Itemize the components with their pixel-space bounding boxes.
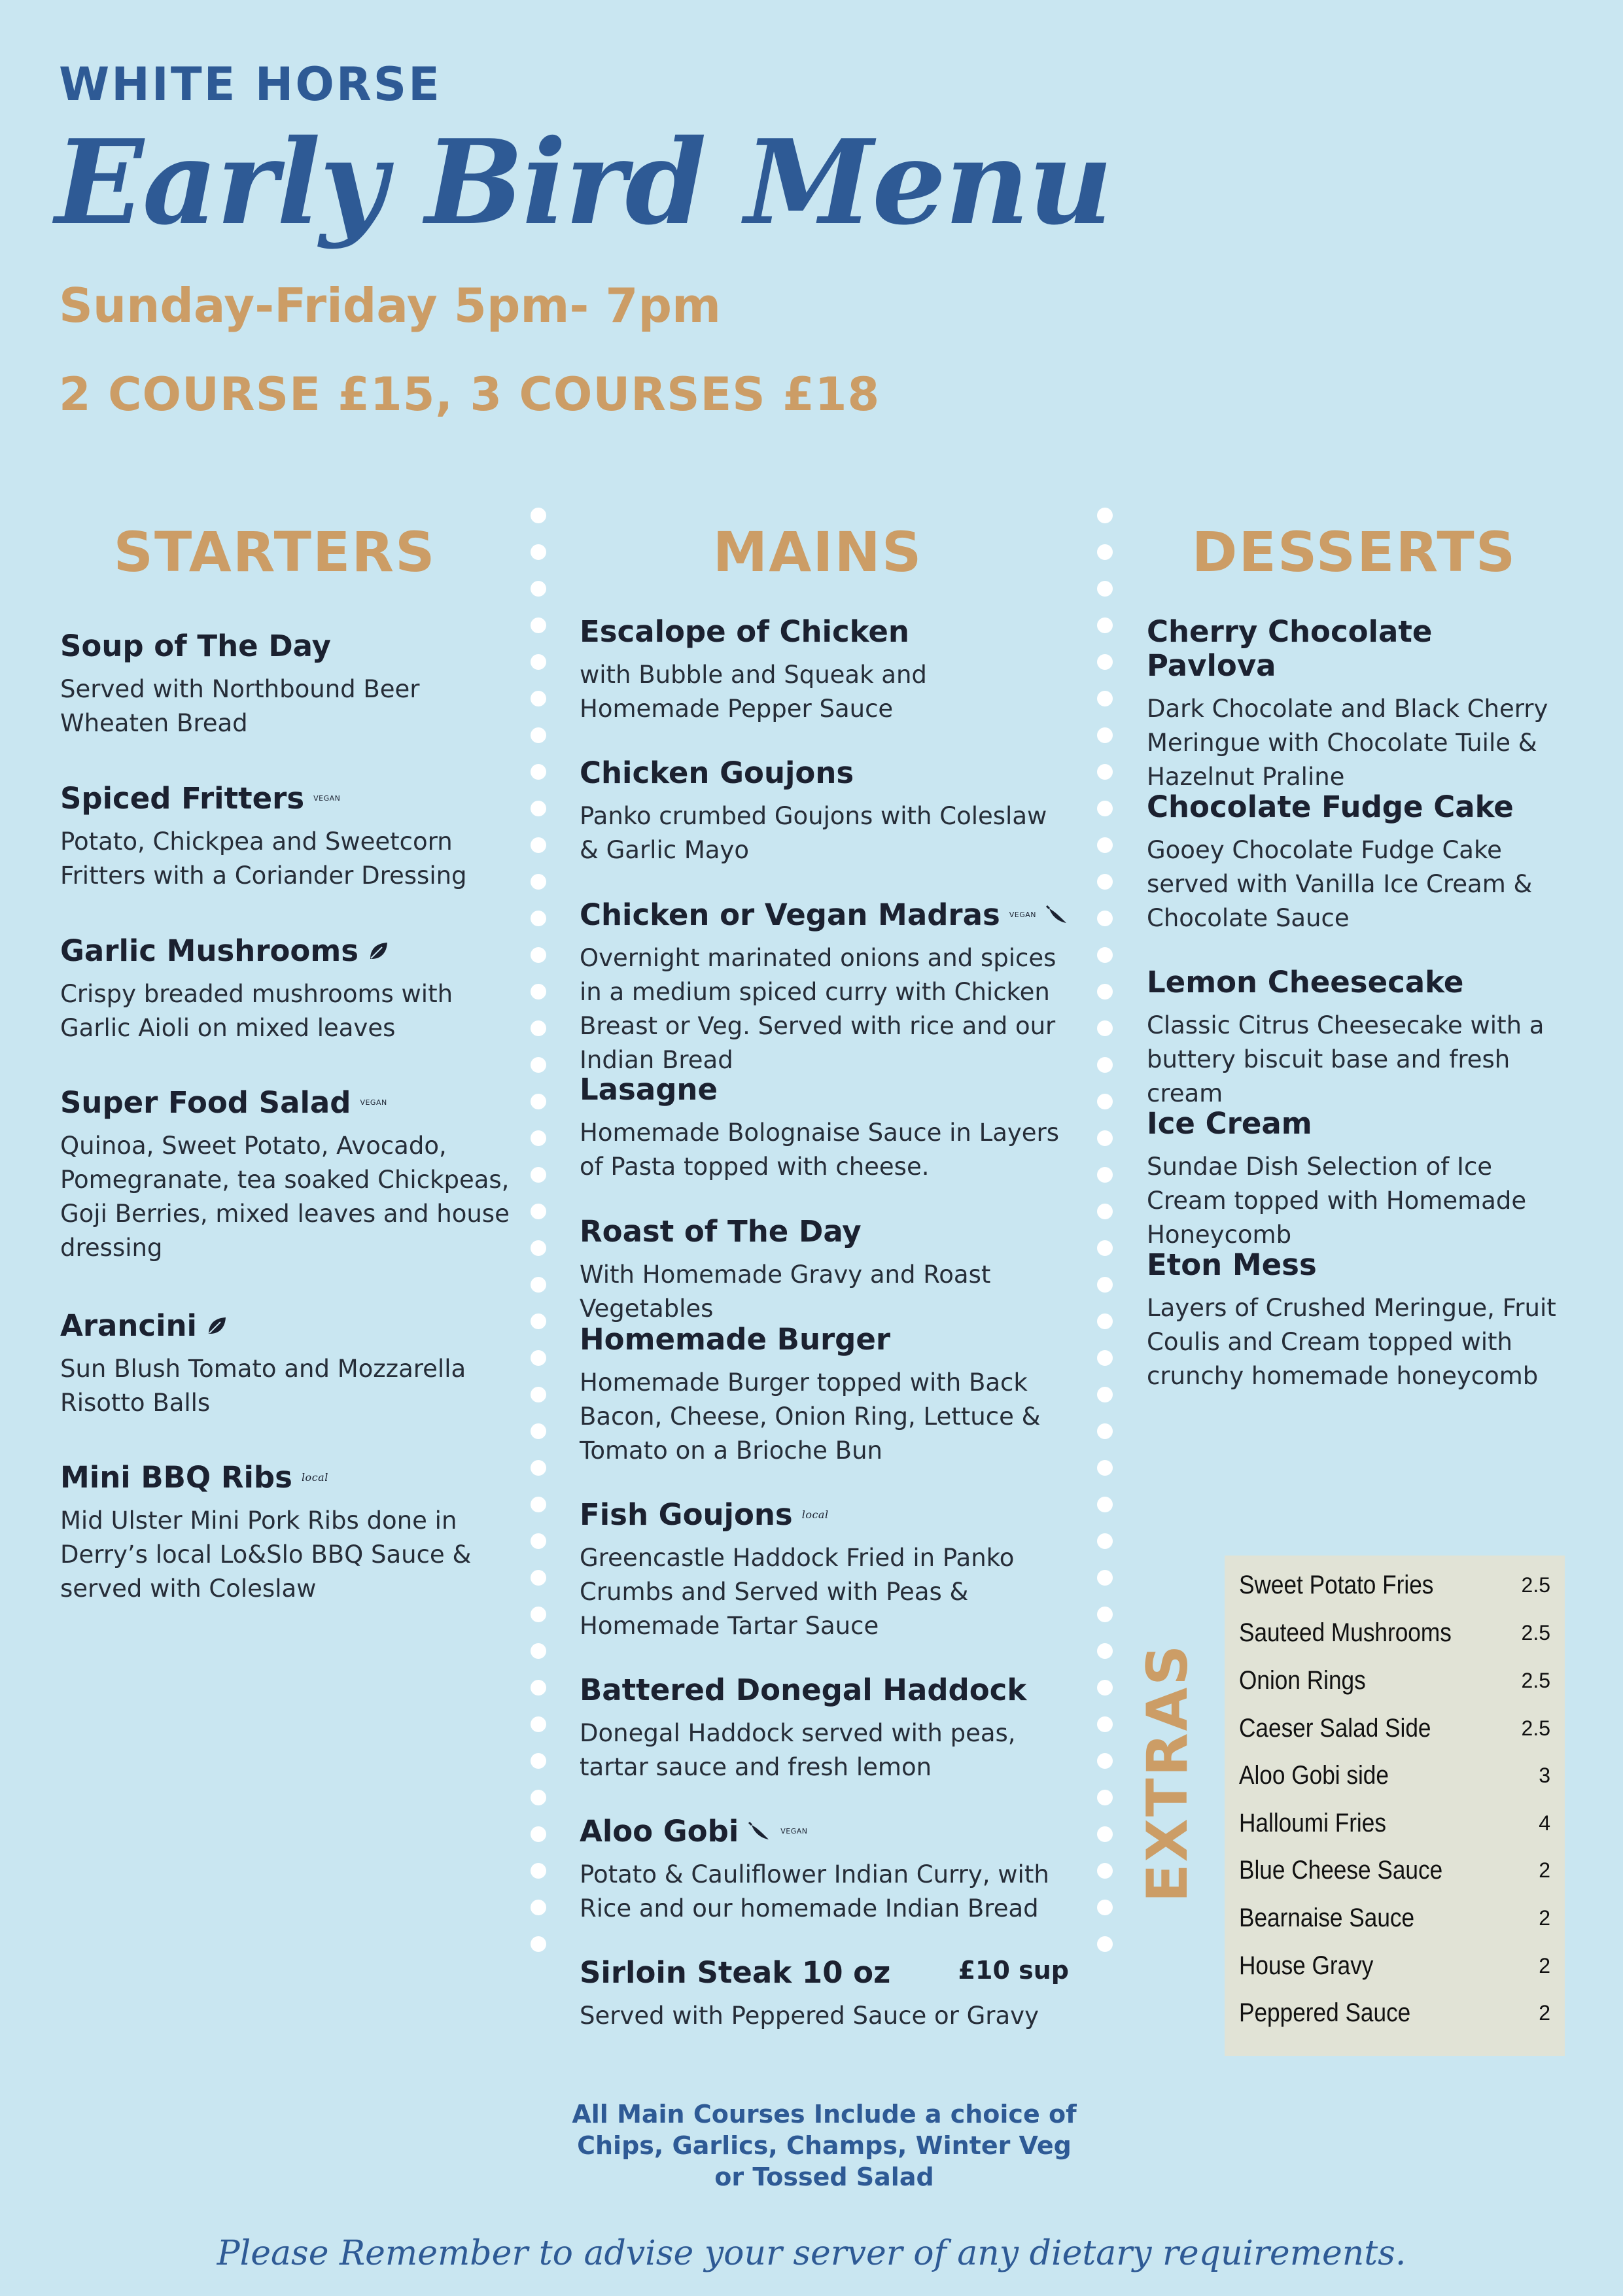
item-name: Garlic Mushrooms <box>60 933 359 968</box>
extra-item <box>1239 1803 1550 1843</box>
menu-item <box>580 1815 1069 1926</box>
item-description: Quinoa, Sweet Potato, Avocado, Pomegranate, tea soaked Chickpeas, Goji Berries, mixed leaves and house dressing <box>60 1131 510 1262</box>
extra-item <box>1239 1613 1550 1652</box>
extra-price: 2 <box>1539 1858 1550 1882</box>
menu-item <box>580 1498 1069 1643</box>
divider-dot <box>531 1936 546 1952</box>
divider-dot <box>1097 837 1113 853</box>
menu-item <box>1147 965 1565 1111</box>
menu-item <box>580 756 1069 867</box>
divider-dot <box>531 1570 546 1586</box>
item-description: Gooey Chocolate Fudge Cake served with Vanilla Ice Cream & Chocolate Sauce <box>1147 835 1533 932</box>
divider-dot <box>1097 654 1113 670</box>
divider-dot <box>1097 1130 1113 1146</box>
vegan-tag: VEGAN <box>360 1098 387 1107</box>
extra-name: Halloumi Fries <box>1239 1808 1386 1837</box>
vegan-tag: VEGAN <box>313 793 341 803</box>
item-description: Panko crumbed Goujons with Coleslaw & Garlic Mayo <box>580 801 1047 864</box>
item-name: Lasagne <box>580 1072 718 1107</box>
divider-dot <box>1097 544 1113 560</box>
menu-title: Early Bird Menu <box>55 114 1112 251</box>
divider-dot <box>531 1240 546 1256</box>
divider-dot <box>1097 874 1113 890</box>
divider-dot <box>531 1130 546 1146</box>
extra-name: Aloo Gobi side <box>1239 1760 1389 1790</box>
item-description: With Homemade Gravy and Roast Vegetables <box>580 1260 991 1323</box>
item-name: Roast of The Day <box>580 1214 862 1249</box>
divider-dot <box>531 1607 546 1622</box>
item-name: Sirloin Steak 10 oz <box>580 1955 891 1990</box>
venue-name: WHITE HORSE <box>59 58 442 111</box>
leaf-icon <box>206 1315 227 1336</box>
divider-dot <box>531 617 546 633</box>
extra-item <box>1239 1993 1550 2032</box>
extra-name: Onion Rings <box>1239 1665 1366 1695</box>
extra-name: Caeser Salad Side <box>1239 1713 1431 1743</box>
column-divider-left <box>531 508 548 1973</box>
divider-dot <box>1097 1936 1113 1952</box>
item-name: Mini BBQ Ribs <box>60 1460 292 1495</box>
extra-price: 4 <box>1539 1811 1550 1835</box>
extra-name: Blue Cheese Sauce <box>1239 1855 1443 1885</box>
item-name: Chicken Goujons <box>580 756 854 790</box>
item-description: Potato, Chickpea and Sweetcorn Fritters with a Coriander Dressing <box>60 827 467 890</box>
item-description: Served with Northbound Beer Wheaten Bread <box>60 674 420 737</box>
divider-dot <box>531 544 546 560</box>
divider-dot <box>1097 727 1113 743</box>
menu-pricing: 2 COURSE £15, 3 COURSES £18 <box>59 368 881 421</box>
divider-dot <box>531 1753 546 1769</box>
extra-item <box>1239 1946 1550 1985</box>
extra-item <box>1239 1661 1550 1700</box>
divider-dot <box>1097 1057 1113 1073</box>
divider-dot <box>531 727 546 743</box>
extra-item <box>1239 1851 1550 1890</box>
menu-item <box>580 1073 1069 1184</box>
item-description: Donegal Haddock served with peas, tartar sauce and fresh lemon <box>580 1718 1016 1781</box>
menu-item <box>580 1956 1069 2033</box>
item-description: Classic Citrus Cheesecake with a buttery biscuit base and fresh cream <box>1147 1011 1544 1107</box>
menu-item <box>580 898 1069 1077</box>
divider-dot <box>1097 947 1113 963</box>
item-name: Chicken or Vegan Madras <box>580 897 1000 932</box>
menu-item <box>60 1309 512 1420</box>
item-description: Sun Blush Tomato and Mozzarella Risotto Balls <box>60 1354 466 1417</box>
menu-item <box>60 934 512 1045</box>
extra-price: 2.5 <box>1521 1573 1550 1597</box>
leaf-icon <box>368 941 389 962</box>
divider-dot <box>1097 764 1113 780</box>
divider-dot <box>1097 1607 1113 1622</box>
divider-dot <box>1097 911 1113 926</box>
divider-dot <box>1097 801 1113 816</box>
vegan-tag: VEGAN <box>780 1826 808 1835</box>
divider-dot <box>531 837 546 853</box>
mains-sides-note: All Main Courses Include a choice of Chips, Garlics, Champs, Winter Veg or Tossed Salad <box>572 2100 1077 2191</box>
item-description: with Bubble and Squeak and Homemade Pepper Sauce <box>580 660 927 723</box>
divider-dot <box>531 691 546 706</box>
divider-dot <box>1097 1533 1113 1549</box>
item-description: Homemade Bolognaise Sauce in Layers of Pasta topped with cheese. <box>580 1118 1060 1181</box>
divider-dot <box>1097 617 1113 633</box>
extra-name: Sauteed Mushrooms <box>1239 1618 1452 1647</box>
item-description: Sundae Dish Selection of Ice Cream topped with Homemade Honeycomb <box>1147 1152 1527 1249</box>
menu-item <box>580 1215 1069 1326</box>
divider-dot <box>531 1313 546 1329</box>
menu-item <box>1147 790 1565 935</box>
extra-name: Bearnaise Sauce <box>1239 1903 1415 1932</box>
extra-price: 2 <box>1539 1905 1550 1930</box>
divider-dot <box>531 1350 546 1366</box>
extra-item <box>1239 1756 1550 1795</box>
divider-dot <box>1097 1094 1113 1109</box>
item-name: Cherry Chocolate Pavlova <box>1147 614 1433 683</box>
item-name: Arancini <box>60 1308 197 1343</box>
divider-dot <box>531 654 546 670</box>
divider-dot <box>1097 1387 1113 1402</box>
divider-dot <box>531 1716 546 1732</box>
extras-box <box>1225 1556 1565 2056</box>
divider-dot <box>531 1094 546 1109</box>
chilli-icon <box>1045 905 1069 926</box>
menu-item <box>1147 615 1565 794</box>
menu-item <box>60 629 512 740</box>
divider-dot <box>531 1900 546 1915</box>
item-name: Homemade Burger <box>580 1322 891 1357</box>
extra-item <box>1239 1565 1550 1605</box>
item-name: Fish Goujons <box>580 1497 793 1532</box>
divider-dot <box>531 1057 546 1073</box>
divider-dot <box>531 1277 546 1293</box>
mains-heading: MAINS <box>712 520 923 584</box>
dietary-notice: Please Remember to advise your server of any dietary requirements. <box>217 2234 1406 2273</box>
local-tag: local <box>301 1470 328 1484</box>
item-description: Overnight marinated onions and spices in a medium spiced curry with Chicken Breast or Veg. Served with rice and our Indian Bread <box>580 943 1056 1074</box>
menu-item <box>580 1323 1069 1468</box>
local-tag: local <box>801 1508 829 1521</box>
item-description: Layers of Crushed Meringue, Fruit Coulis and Cream topped with crunchy homemade honeycomb <box>1147 1293 1556 1390</box>
divider-dot <box>1097 1570 1113 1586</box>
divider-dot <box>1097 1497 1113 1512</box>
divider-dot <box>531 1643 546 1659</box>
menu-item <box>1147 1248 1565 1393</box>
divider-dot <box>531 581 546 597</box>
divider-dot <box>531 874 546 890</box>
item-name: Chocolate Fudge Cake <box>1147 790 1514 824</box>
extra-name: House Gravy <box>1239 1951 1374 1980</box>
extra-name: Peppered Sauce <box>1239 1998 1411 2027</box>
extra-price: 2 <box>1539 1953 1550 1977</box>
extra-price: 2.5 <box>1521 1620 1550 1644</box>
divider-dot <box>1097 691 1113 706</box>
desserts-heading: DESSERTS <box>1191 520 1517 584</box>
divider-dot <box>1097 1167 1113 1183</box>
divider-dot <box>531 1790 546 1805</box>
divider-dot <box>531 1020 546 1036</box>
item-name: Ice Cream <box>1147 1106 1312 1141</box>
menu-item <box>1147 1107 1565 1252</box>
item-name: Spiced Fritters <box>60 781 305 816</box>
item-name: Eton Mess <box>1147 1247 1317 1282</box>
extra-item <box>1239 1709 1550 1748</box>
item-description: Greencastle Haddock Fried in Panko Crumbs and Served with Peas & Homemade Tartar Sauce <box>580 1543 1015 1640</box>
divider-dot <box>1097 1423 1113 1439</box>
divider-dot <box>1097 1350 1113 1366</box>
divider-dot <box>531 911 546 926</box>
item-name: Aloo Gobi <box>580 1814 739 1849</box>
item-name: Lemon Cheesecake <box>1147 965 1464 1000</box>
divider-dot <box>1097 508 1113 523</box>
divider-dot <box>531 1167 546 1183</box>
item-name: Escalope of Chicken <box>580 614 909 649</box>
item-description: Dark Chocolate and Black Cherry Meringue with Chocolate Tuile & Hazelnut Praline <box>1147 694 1548 791</box>
divider-dot <box>531 801 546 816</box>
divider-dot <box>1097 1240 1113 1256</box>
divider-dot <box>1097 581 1113 597</box>
item-name: Super Food Salad <box>60 1085 351 1120</box>
divider-dot <box>1097 1313 1113 1329</box>
item-description: Mid Ulster Mini Pork Ribs done in Derry’s local Lo&Slo BBQ Sauce & served with Coleslaw <box>60 1506 472 1603</box>
divider-dot <box>531 1826 546 1842</box>
divider-dot <box>531 1204 546 1219</box>
divider-dot <box>531 508 546 523</box>
divider-dot <box>1097 1460 1113 1476</box>
menu-item <box>580 615 1069 726</box>
divider-dot <box>1097 984 1113 1000</box>
item-description: Homemade Burger topped with Back Bacon, Cheese, Onion Ring, Lettuce & Tomato on a Brioche Bun <box>580 1368 1041 1465</box>
menu-item <box>60 782 512 893</box>
supplement-price: £10 sup <box>958 1956 1069 1985</box>
divider-dot <box>531 1423 546 1439</box>
item-name: Soup of The Day <box>60 629 331 663</box>
chilli-icon <box>748 1821 771 1842</box>
extra-item <box>1239 1898 1550 1938</box>
divider-dot <box>1097 1277 1113 1293</box>
divider-dot <box>531 984 546 1000</box>
vegan-tag: VEGAN <box>1009 910 1036 919</box>
divider-dot <box>531 947 546 963</box>
extra-name: Sweet Potato Fries <box>1239 1570 1434 1599</box>
item-description: Served with Peppered Sauce or Gravy <box>580 2001 1039 2030</box>
menu-hours: Sunday-Friday 5pm- 7pm <box>59 278 722 333</box>
extra-price: 2 <box>1539 2000 1550 2025</box>
divider-dot <box>531 1533 546 1549</box>
starters-heading: STARTERS <box>113 520 436 584</box>
divider-dot <box>531 1497 546 1512</box>
divider-dot <box>1097 1020 1113 1036</box>
divider-dot <box>531 1460 546 1476</box>
divider-dot <box>531 764 546 780</box>
item-name: Battered Donegal Haddock <box>580 1673 1027 1707</box>
divider-dot <box>1097 1204 1113 1219</box>
extras-heading-text: EXTRAS <box>1135 1643 1200 1903</box>
menu-item <box>580 1673 1069 1784</box>
extra-price: 2.5 <box>1521 1716 1550 1740</box>
menu-item <box>60 1461 512 1606</box>
divider-dot <box>531 1680 546 1696</box>
item-description: Potato & Cauliflower Indian Curry, with Rice and our homemade Indian Bread <box>580 1860 1049 1922</box>
extra-price: 2.5 <box>1521 1668 1550 1692</box>
item-description: Crispy breaded mushrooms with Garlic Aioli on mixed leaves <box>60 979 453 1042</box>
divider-dot <box>531 1387 546 1402</box>
extra-price: 3 <box>1539 1763 1550 1787</box>
menu-item <box>60 1086 512 1265</box>
divider-dot <box>531 1863 546 1879</box>
